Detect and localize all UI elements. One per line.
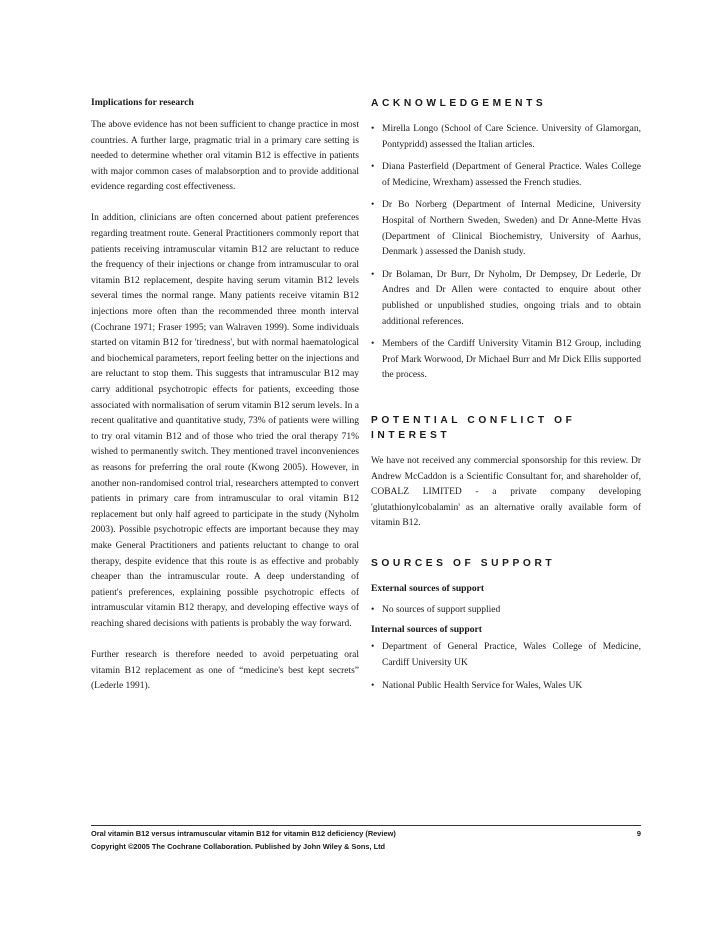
implications-paragraph-3: Further research is therefore needed to avoid perpetuating oral vitamin B12 replacement as one of “medicine's best kept secrets” (Lederle 1991). xyxy=(91,650,359,692)
internal-support-heading: Internal sources of support xyxy=(371,624,482,636)
acknowledgement-text: Members of the Cardiff University Vitamin B12 Group, including Prof Mark Worwood, Dr Michael Burr and Mr Dick Ellis supported the process. xyxy=(382,339,641,381)
bullet-icon: • xyxy=(371,124,375,134)
acknowledgement-item xyxy=(371,198,641,260)
support-item xyxy=(371,640,641,671)
support-item xyxy=(371,679,641,695)
implications-heading: Implications for research xyxy=(91,97,194,108)
support-heading: SOURCES OF SUPPORT xyxy=(371,557,556,569)
page-footer xyxy=(91,827,641,853)
implications-paragraph-1: The above evidence has not been sufficient to change practice in most countries. A further large, pragmatic trial in a primary care setting is needed to determine whether oral vitamin B12 is effective in patients with major common cases of malabsorption and to provide additional evidence regarding cost effectiveness. xyxy=(91,120,359,193)
footer-copyright: Copyright ©2005 The Cochrane Collaboration. Published by John Wiley & Sons, Ltd xyxy=(91,842,386,851)
support-text: National Public Health Service for Wales, Wales UK xyxy=(382,680,583,691)
bullet-icon: • xyxy=(371,162,375,173)
conflict-heading: POTENTIAL CONFLICT OF INTEREST xyxy=(371,414,576,441)
acknowledgement-item xyxy=(371,268,641,330)
support-text: No sources of support supplied xyxy=(382,604,501,615)
acknowledgements-list xyxy=(371,122,641,384)
acknowledgement-text: Dr Bolaman, Dr Burr, Dr Nyholm, Dr Dempsey, Dr Lederle, Dr Andres and Dr Allen were contacted to enquire about other published or unpublished studies, ongoing trials and to obtain additional references. xyxy=(382,269,641,327)
left-column xyxy=(91,96,359,710)
bullet-icon: • xyxy=(371,269,375,280)
bullet-icon: • xyxy=(371,604,375,615)
footer-divider xyxy=(91,825,641,826)
bullet-icon: • xyxy=(371,339,375,350)
right-column xyxy=(371,96,641,701)
conflict-text: We have not received any commercial sponsorship for this review. Dr Andrew McCaddon is a Scientific Consultant for, and shareholder of, COBALZ LIMITED - a private company developing 'glutathionylcobalamin' as an alternative orally available form of vitamin B12. xyxy=(371,455,641,529)
acknowledgements-heading: ACKNOWLEDGEMENTS xyxy=(371,98,547,109)
acknowledgement-item xyxy=(371,160,641,191)
page-number: 9 xyxy=(636,829,641,838)
acknowledgement-text: Dr Bo Norberg (Department of Internal Medicine, University Hospital of Northern Sweden, Sweden) and Dr Anne-Mette Hvas (Department of Clinical Biochemistry, University of Aarhus, Denmark ) assessed the Danish study. xyxy=(382,200,641,258)
footer-title: Oral vitamin B12 versus intramuscular vitamin B12 for vitamin B12 deficiency (Review) xyxy=(91,829,396,838)
internal-support-list xyxy=(371,640,641,694)
bullet-icon: • xyxy=(371,680,375,691)
acknowledgement-text: Mirella Longo (School of Care Science. University of Glamorgan, Pontypridd) assessed the Italian articles. xyxy=(382,124,641,150)
implications-paragraph-2: In addition, clinicians are often concerned about patient preferences regarding treatment route. General Practitioners commonly report that patients receiving intramuscular vitamin B12 are reluctant to reduce the frequency of their injections or change from intramuscular to oral vitamin B12 replacement, despite having serum vitamin B12 levels several times the normal range. Many patients receive vitamin B12 injections more often than the recommended three month interval (Cochrane 1971; Fraser 1995; van Walraven 1999). Some individuals started on vitamin B12 for 'tiredness', but with normal haematological and biochemical parameters, report feeling better on the injections and are reluctant to stop them. This suggests that intramuscular B12 may carry additional psychotropic effects for patients, exceeding those associated with normalisation of serum vitamin B12 serum levels. In a recent qualitative and quantitative study, 73% of patients were willing to try oral vitamin B12 and of those who tried the oral therapy 71% wished to permanently switch. They mentioned travel inconveniences as reasons for preferring the oral route (Kwong 2005). However, in another non-randomised control trial, researchers attempted to convert patients in primary care from intramuscular to oral vitamin B12 replacement but only half agreed to participate in the study (Nyholm 2003). Possible psychotropic effects are important because they may make General Practitioners and patients reluctant to change to oral therapy, despite evidence that this route is as effective and probably cheaper than the intramuscular route. A deep understanding of patient's preferences, explaining possible psychotropic effects of intramuscular vitamin B12 therapy, and developing effective ways of reaching shared decisions with patients is probably the way forward. xyxy=(91,213,360,629)
external-support-heading: External sources of support xyxy=(371,582,485,594)
support-text: Department of General Practice, Wales College of Medicine, Cardiff University UK xyxy=(382,642,641,669)
external-support-list xyxy=(371,603,641,619)
acknowledgement-text: Diana Pasterfield (Department of General Practice. Wales College of Medicine, Wrexham) assessed the French studies. xyxy=(382,162,641,188)
bullet-icon: • xyxy=(371,200,375,211)
bullet-icon: • xyxy=(371,642,375,653)
acknowledgement-item xyxy=(371,337,641,384)
acknowledgement-item xyxy=(371,122,641,153)
support-item xyxy=(371,603,641,619)
